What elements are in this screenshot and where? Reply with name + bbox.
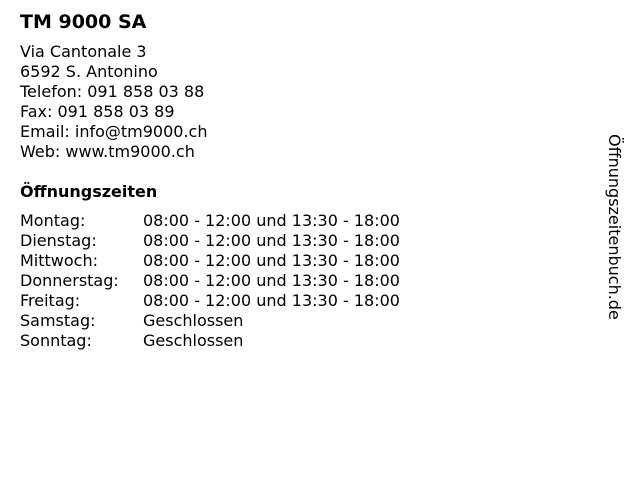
- hours-time: 08:00 - 12:00 und 13:30 - 18:00: [143, 291, 400, 310]
- hours-day: Freitag:: [20, 291, 81, 310]
- address-city: 6592 S. Antonino: [20, 62, 158, 81]
- address-street: Via Cantonale 3: [20, 42, 147, 61]
- hours-time: 08:00 - 12:00 und 13:30 - 18:00: [143, 211, 400, 230]
- hours-day: Mittwoch:: [20, 251, 98, 270]
- hours-row: [20, 231, 600, 251]
- hours-row: [20, 211, 600, 231]
- fax-line: Fax: 091 858 03 89: [20, 102, 175, 121]
- hours-day: Dienstag:: [20, 231, 97, 250]
- hours-time: 08:00 - 12:00 und 13:30 - 18:00: [143, 231, 400, 250]
- email-line: Email: info@tm9000.ch: [20, 122, 208, 141]
- opening-hours-title: Öffnungszeiten: [20, 182, 158, 201]
- hours-row: [20, 311, 600, 331]
- hours-row: [20, 291, 600, 311]
- hours-day: Sonntag:: [20, 331, 92, 350]
- opening-hours-table: [20, 211, 600, 351]
- hours-day: Montag:: [20, 211, 86, 230]
- hours-time: 08:00 - 12:00 und 13:30 - 18:00: [143, 251, 400, 270]
- business-card: [20, 8, 600, 351]
- contact-block: [20, 42, 600, 162]
- company-name: TM 9000 SA: [20, 11, 147, 33]
- hours-day: Samstag:: [20, 311, 96, 330]
- hours-row: [20, 251, 600, 271]
- hours-time: Geschlossen: [143, 311, 244, 330]
- brand-watermark: Öffnungszeitenbuch.de: [605, 134, 624, 320]
- hours-time: Geschlossen: [143, 331, 244, 350]
- phone-line: Telefon: 091 858 03 88: [20, 82, 205, 101]
- hours-time: 08:00 - 12:00 und 13:30 - 18:00: [143, 271, 400, 290]
- hours-row: [20, 271, 600, 291]
- hours-row: [20, 331, 600, 351]
- hours-day: Donnerstag:: [20, 271, 119, 290]
- web-line: Web: www.tm9000.ch: [20, 142, 195, 161]
